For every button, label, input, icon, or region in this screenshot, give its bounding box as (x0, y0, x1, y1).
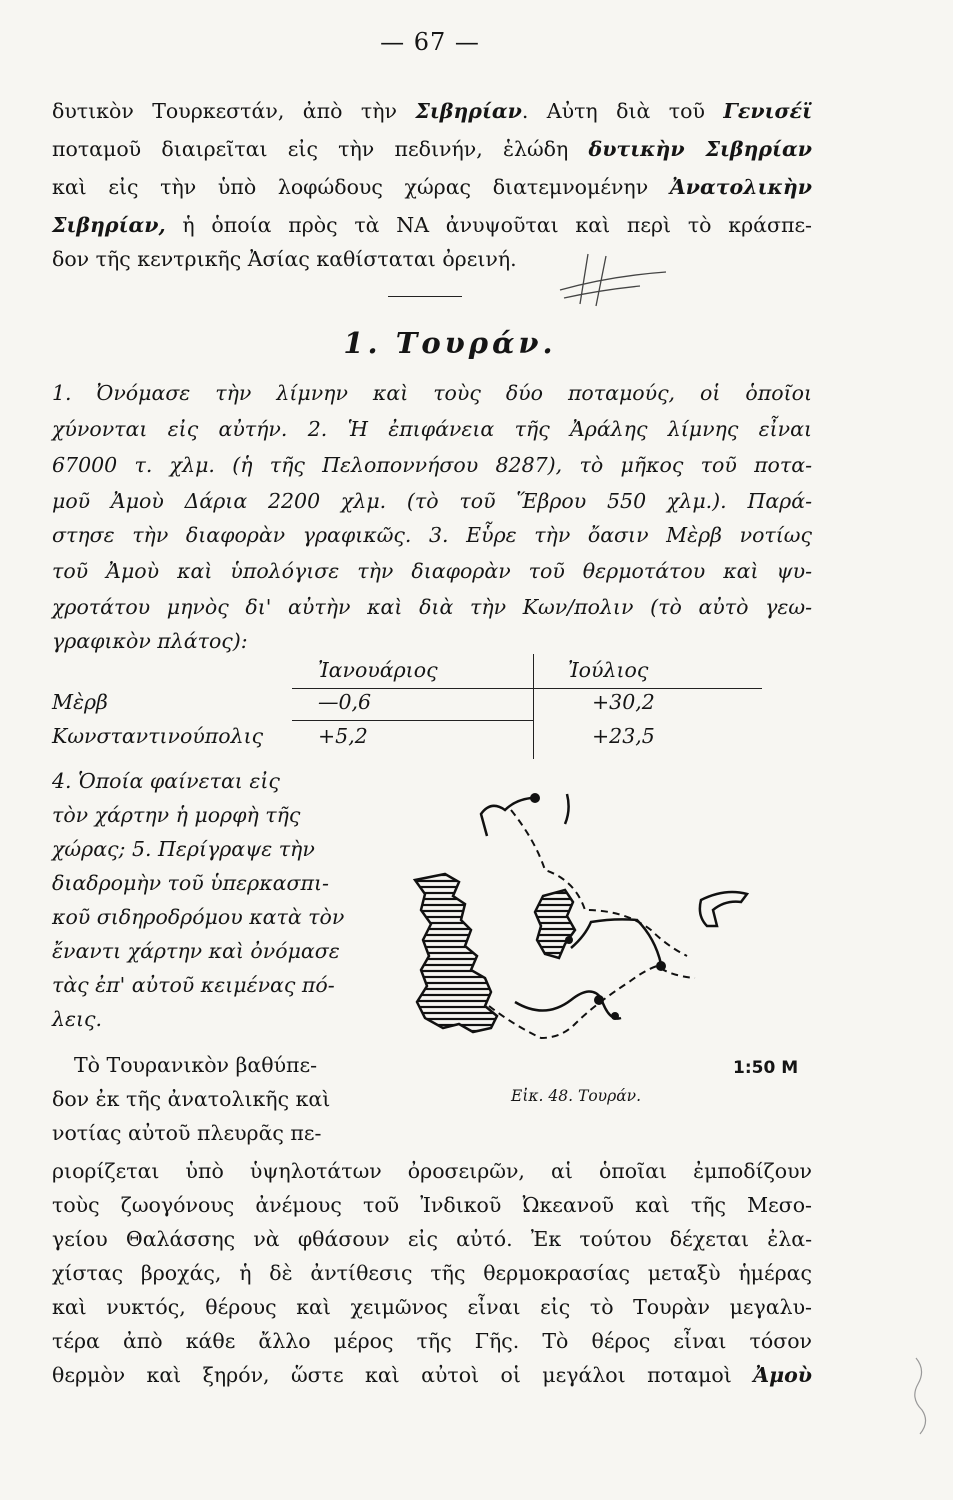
wrap-line: τὰς ἐπ' αὐτοῦ κειμένας πό- (52, 973, 335, 997)
wrap-line: διαδρομὴν τοῦ ὑπερκασπι- (52, 871, 329, 895)
para2-line-last: θερμὸν καὶ ξηρόν, ὥστε καὶ αὐτοὶ οἱ μεγάλοι ποταμοὶ Ἀμοὺ (52, 1363, 812, 1387)
text-line-4: Σιβηρίαν, ἡ ὁποία πρὸς τὰ ΝΑ ἀνυψοῦται καὶ περὶ τὸ κράσπε- (52, 213, 812, 237)
exercise-line: χύνονται εἰς αὐτήν. 2. Ἡ ἐπιφάνεια τῆς Ἀράλης λίμνης εἶναι (52, 417, 812, 441)
table-row-jan: +5,2 (318, 724, 368, 748)
wrap-line: ἔναντι χάρτην καὶ ὀνόμασε (52, 939, 340, 963)
exercise-line: μοῦ Ἀμοὺ Δάρια 2200 χλμ. (τὸ τοῦ Ἕβρου 550 χλμ.). Παρά- (52, 489, 812, 513)
table-row-jan: —0,6 (318, 690, 372, 714)
para2-line: χίστας βροχάς, ἡ δὲ ἀντίθεσις τῆς θερμοκρασίας μεταξὺ ἡμέρας (52, 1261, 812, 1285)
para2-line: δον ἐκ τῆς ἀνατολικῆς καὶ (52, 1087, 331, 1111)
caspian-sea-shape (415, 874, 497, 1032)
table-row-city: Κωνσταντινούπολις (52, 724, 264, 748)
city-dot (530, 793, 540, 803)
para2-line: καὶ νυκτός, θέρους καὶ χειμῶνος εἶναι εἰς τὸ Τουρὰν μεγαλυ- (52, 1295, 812, 1319)
para2-line: ριορίζεται ὑπὸ ὑψηλοτάτων ὀροσειρῶν, αἱ ὁποῖαι ἐμποδίζουν (52, 1159, 812, 1183)
balkhash-lake-shape (700, 892, 747, 926)
text-line-5: δον τῆς κεντρικῆς Ἀσίας καθίσταται ὀρεινή. (52, 247, 517, 271)
city-dot (656, 961, 666, 971)
table-column-rule (533, 654, 534, 759)
figure-caption: Εἰκ. 48. Τουράν. (511, 1087, 642, 1105)
amu-river (515, 991, 621, 1018)
aral-sea-shape (535, 890, 575, 958)
para2-line: Τὸ Τουρανικὸν βαθύπε- (74, 1053, 318, 1077)
wrap-line: τὸν χάρτην ἡ μορφὴ τῆς (52, 803, 301, 827)
text-line-3: καὶ εἰς τὴν ὑπὸ λοφώδους χώρας διατεμνομένην Ἀνατολικὴν (52, 175, 812, 199)
section-divider (388, 296, 462, 297)
table-row-rule (292, 720, 533, 721)
pencil-mark-icon (540, 246, 670, 316)
para2-line: νοτίας αὐτοῦ πλευρᾶς πε- (52, 1121, 322, 1145)
text-line-2: ποταμοῦ διαιρεῖται εἰς τὴν πεδινήν, ἑλώδη δυτικὴν Σιβηρίαν (52, 137, 812, 161)
table-header-july: Ἰούλιος (568, 658, 649, 682)
table-header-january: Ἰανουάριος (318, 658, 438, 682)
para2-line: τέρα ἀπὸ κάθε ἄλλο μέρος τῆς Γῆς. Τὸ θέρος εἶναι τόσον (52, 1329, 812, 1353)
map-scale: 1:50 M (733, 1058, 799, 1078)
river-line (481, 794, 569, 836)
para2-line: τοὺς ζωογόνους ἀνέμους τοῦ Ἰνδικοῦ Ὠκεανοῦ καὶ τῆς Μεσο- (52, 1193, 812, 1217)
text-line-1: δυτικὸν Τουρκεστάν, ἀπὸ τὴν Σιβηρίαν. Αὐτη διὰ τοῦ Γενισέϊ (52, 99, 813, 123)
city-dot (565, 936, 573, 944)
table-row-city: Μὲρβ (52, 690, 108, 714)
city-dot (594, 995, 604, 1005)
page-number: — 67 — (380, 28, 480, 56)
pencil-margin-note-icon (896, 1350, 946, 1440)
city-dot (611, 1012, 619, 1020)
exercise-line: γραφικὸν πλάτος): (52, 629, 248, 653)
wrap-line: λεις. (52, 1007, 103, 1031)
exercise-line: στησε τὴν διαφορὰν γραφικῶς. 3. Εὗρε τὴν ὄασιν Μὲρβ νοτίως (52, 523, 812, 547)
exercise-line: 1. Ὀνόμασε τὴν λίμνην καὶ τοὺς δύο ποταμούς, οἱ ὁποῖοι (52, 381, 812, 405)
exercise-line: χροτάτου μηνὸς δι' αὐτὴν καὶ διὰ τὴν Κων/πολιν (τὸ αὐτὸ γεω- (52, 595, 812, 619)
railway-line (489, 966, 695, 1038)
wrap-line: 4. Ὁποία φαίνεται εἰς (52, 769, 280, 793)
syr-river (571, 919, 661, 964)
section-heading: 1. Τουράν. (343, 326, 557, 360)
table-row-jul: +30,2 (592, 690, 655, 714)
para2-line: γείου Θαλάσσης νὰ φθάσουν εἰς αὐτό. Ἐκ τούτου δέχεται ἐλα- (52, 1227, 812, 1251)
wrap-line: χώρας; 5. Περίγραψε τὴν (52, 837, 315, 861)
exercise-line: τοῦ Ἀμοὺ καὶ ὑπολόγισε τὴν διαφορὰν τοῦ θερμοτάτου καὶ ψυ- (52, 559, 812, 583)
wrap-line: κοῦ σιδηροδρόμου κατὰ τὸν (52, 905, 345, 929)
turan-map (395, 770, 775, 1060)
table-header-rule (292, 688, 762, 689)
table-row-jul: +23,5 (592, 724, 655, 748)
exercise-line: 67000 τ. χλμ. (ἡ τῆς Πελοποννήσου 8287), τὸ μῆκος τοῦ ποτα- (52, 453, 812, 477)
